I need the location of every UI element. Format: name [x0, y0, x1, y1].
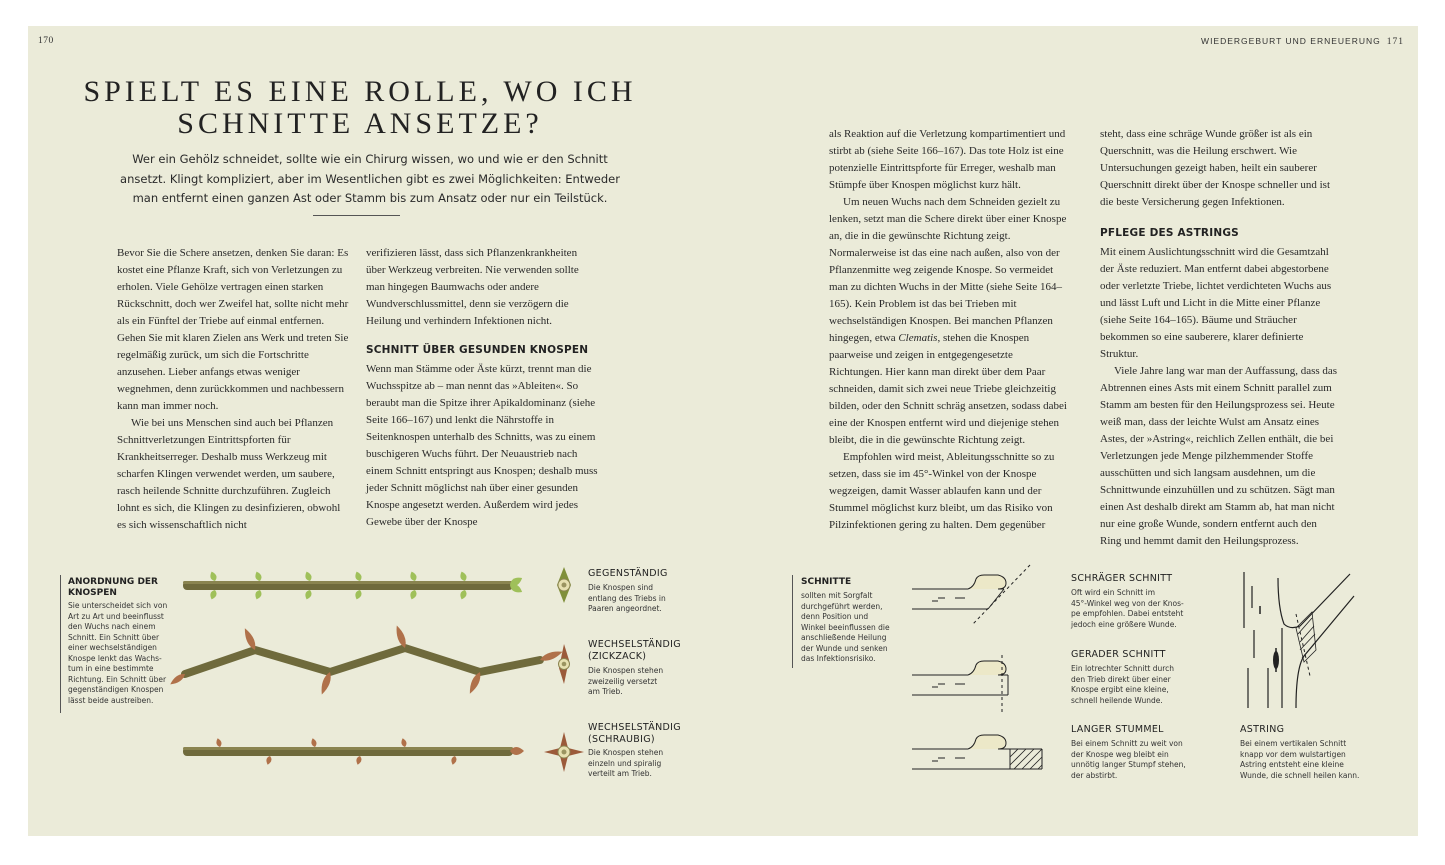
bud	[215, 738, 222, 748]
bud	[209, 571, 218, 582]
bud-type-label-line: (SCHRAUBIG)	[588, 734, 655, 745]
bud	[459, 589, 468, 600]
caption-line: Art zu Art und beeinflusst	[68, 611, 164, 621]
bud-icons	[552, 560, 576, 780]
caption-line: der abstirbt.	[1071, 770, 1118, 780]
caption-line: den Wuchs nach einem	[68, 622, 156, 631]
text-column-1	[117, 245, 349, 534]
paragraph: Wie bei uns Menschen sind auch bei Pflanzen Schnittverletzungen Eintrittspforten für Krankheitserreger. Deshalb muss Werkzeug mit scharfen Klingen verwendet werden, um saubere, rasch heilende Schnitte durchzuführen. Zugleich lohnt es sich, die Klingen zu desinfizieren, obwohl es sich wissenschaftlich nicht	[117, 417, 341, 531]
branch-collar-diagram	[1238, 568, 1358, 718]
bud	[304, 571, 313, 582]
caption-line: das Infektionsrisiko.	[801, 654, 876, 663]
text-column-3	[829, 126, 1069, 534]
bud	[304, 589, 313, 600]
caption-line: zweizeilig versetzt	[588, 676, 658, 686]
paragraph: steht, dass eine schräge Wunde größer ist als ein Querschnitt, was die Heilung erschwert. Wie Untersuchungen gezeigt haben, heilt ein sauberer Querschnitt direkt über der Knospe schneller und ist die beste Versicherung gegen Infektionen.	[1100, 128, 1331, 208]
text-column-2	[366, 245, 598, 531]
caption-line: Richtung. Ein Schnitt über	[68, 674, 167, 684]
caption-line: der Knospe weg bleibt ein	[1071, 749, 1169, 759]
cut-type-label: SCHRÄGER SCHNITT	[1071, 573, 1173, 584]
paragraph: verifizieren lässt, dass sich Pflanzenkrankheiten über Werkzeug verbreiten. Nie verwenden sollte man hingegen Baumwachs oder andere Wundverschlussmittel, denn sie verzögern die Heilung und verhindern Infektionen nicht.	[366, 247, 579, 327]
bud	[459, 571, 468, 582]
cut-type-label: ASTRING	[1240, 724, 1285, 735]
bud-type-label-line: WECHSELSTÄNDIG	[588, 722, 681, 733]
caption-line: einer wechselständigen	[68, 643, 157, 652]
caption-line: Astring entsteht eine kleine	[1240, 760, 1344, 769]
divider	[313, 215, 400, 216]
alternate-spiral-stem	[183, 738, 524, 766]
bud-type-label	[588, 639, 681, 663]
caption-line: Die Knospen sind	[588, 583, 654, 592]
bud	[209, 589, 218, 600]
caption-line: verteilt am Trieb.	[588, 769, 652, 778]
caption-line: einzeln und spiralig	[588, 758, 662, 768]
paragraph-part: Um neuen Wuchs nach dem Schneiden gezielt zu lenken, setzt man die Schere direkt über einer Knospe an, die in die gewünschte Richtung zeigt. Normalerweise ist das eine nach außen, also von der Pflanzenmitte weg zeigende Knospe. So vermeidet man zu dichten Wuchs in der Mitte (siehe Seite 164–165). Kein Problem ist das bei Trieben mit wechselständigen Knospen. Bei manchen Pflanzen hingegen, etwa	[829, 196, 1067, 344]
caption-line: 45°-Winkel weg von der Knos-	[1071, 598, 1184, 608]
caption-line: den Trieb direkt über einer	[1071, 674, 1171, 684]
bud	[409, 589, 418, 600]
bud	[354, 589, 363, 600]
caption-line: Knospe lenkt das Wachs-	[68, 653, 162, 663]
figure-title: SCHNITTE	[801, 577, 852, 587]
cut-type-caption	[1071, 664, 1174, 706]
article-intro: Wer ein Gehölz schneidet, sollte wie ein Chirurg wissen, wo und wie er den Schnitt ansetzt. Klingt kompliziert, aber im Wesentlichen gibt es zwei Möglichkeiten: Entweder man entfernt einen ganzen Ast oder Stamm bis zum Ansatz oder nur ein Teilstück.	[120, 152, 620, 205]
caption-line: Bei einem Schnitt zu weit von	[1071, 739, 1183, 748]
paragraph: Mit einem Auslichtungsschnitt wird die Gesamtzahl der Äste reduziert. Man entfernt dabei abgestorbene oder verletzte Triebe, lichtet verdichteten Wuchs aus und lässt Luft und Licht in die Mitte einer Pflanze (siehe Seite 164–165). Bäume und Sträucher bekommen so eine sauberere, klarer definierte Struktur.	[1100, 246, 1332, 360]
cut-type-caption	[1071, 588, 1184, 630]
section-heading: SCHNITT ÜBER GESUNDEN KNOSPEN	[366, 344, 589, 356]
stem	[185, 648, 540, 674]
caption-line: entlang des Triebs in	[588, 593, 666, 603]
opposite-bud-icon	[557, 567, 571, 603]
caption-line: Paaren angeordnet.	[588, 604, 662, 613]
figure-title	[68, 577, 158, 599]
opposite-buds-stem	[183, 571, 524, 601]
stem-highlight	[183, 581, 513, 584]
bud-type-label-line: WECHSELSTÄNDIG	[588, 639, 681, 650]
cut-diagrams	[912, 565, 1062, 775]
caption-line: knapp vor dem wulstartigen	[1240, 749, 1346, 759]
bud	[400, 738, 407, 748]
bud-type-label: GEGENSTÄNDIG	[588, 568, 668, 579]
caption-line: unnötig langer Stumpf stehen,	[1071, 760, 1186, 769]
straight-cut-diagram	[912, 655, 1008, 713]
figure-rule	[792, 575, 793, 668]
bud-arrangement-illustration	[180, 560, 600, 780]
bud	[310, 738, 317, 748]
bud-type-caption	[588, 583, 666, 615]
bud	[265, 755, 272, 765]
running-head	[1201, 36, 1404, 47]
section-heading: PFLEGE DES ASTRINGS	[1100, 227, 1239, 239]
caption-line: Sie unterscheidet sich von	[68, 601, 168, 610]
caption-line: pe empfohlen. Dabei entsteht	[1071, 609, 1184, 618]
page-number-left: 170	[38, 36, 54, 46]
caption-line: Winkel beeinflussen die	[801, 622, 890, 632]
caption-line: Die Knospen stehen	[588, 666, 664, 675]
alternate-zigzag-stem	[169, 624, 564, 695]
text-column-4	[1100, 126, 1340, 550]
caption-line: lässt beide austreiben.	[68, 695, 154, 705]
zigzag-bud-icon	[559, 644, 570, 684]
bud-type-caption	[588, 748, 663, 780]
caption-line: schnell heilende Wunde.	[1071, 695, 1163, 705]
paragraph-part: , stehen die Knospen paarweise und zeigen in entgegengesetzte Richtungen. Hier kann man direkt über dem Paar schneiden, damit sich zwei neue Triebe gleichzeitig bilden, oder den Schnitt schräg ansetzen, sodass dabei eine der Knospen entfernt wird und diejenige stehen bleibt, die in die gewünschte Richtung zeigt.	[829, 332, 1067, 446]
long-stub-diagram	[912, 735, 1042, 769]
figure-caption	[68, 601, 178, 706]
caption-line: am Trieb.	[588, 687, 623, 696]
caption-line: tum in eine bestimmte	[68, 664, 154, 673]
caption-line: sollten mit Sorgfalt	[801, 591, 873, 600]
caption-line: gegenständigen Knospen	[68, 685, 164, 694]
bud-type-caption	[588, 666, 663, 698]
paragraph: Empfohlen wird meist, Ableitungsschnitte so zu setzen, dass sie im 45°-Winkel von der Knospe wegzeigen, damit Wasser ablaufen kann und der Stummel möglichst kurz bleibt, um das Risiko von Pilzinfektionen gering zu halten. Dem gegenüber	[829, 451, 1055, 531]
article-title: SPIELT ES EINE ROLLE, WO ICH SCHNITTE ANSETZE?	[83, 75, 637, 140]
paragraph: als Reaktion auf die Verletzung kompartimentiert und stirbt ab (siehe Seite 166–167). Das tote Holz ist eine potenzielle Eintrittspforte für Erreger, weshalb man Stümpfe über Knospen möglichst kurz hält.	[829, 128, 1066, 191]
caption-line: der Wunde und senken	[801, 643, 888, 653]
cut-type-label: GERADER SCHNITT	[1071, 649, 1166, 660]
figure-title-line: KNOSPEN	[68, 588, 117, 598]
caption-line: Bei einem vertikalen Schnitt	[1240, 739, 1347, 748]
caption-line: denn Position und	[801, 612, 869, 621]
caption-line: jedoch eine größere Wunde.	[1071, 619, 1177, 629]
figure-caption	[801, 591, 911, 665]
stem-highlight	[183, 747, 513, 750]
paragraph: Viele Jahre lang war man der Auffassung, dass das Abtrennen eines Asts mit einem Schnitt parallel zum Stamm am besten für den Heilungsprozess sei. Heute weiß man, dass der leichte Wulst am Ansatz eines Astes, der »Astring«, reichlich Zellen enthält, die bei Verletzungen jede Menge pilzhemmender Stoffe ausschütten und sich langsam ausdehnen, um die Schnittwunde einzuhüllen und zu schützen. Sägt man einen Ast deshalb direkt am Stamm ab, hat man nicht nur eine große Wunde, sondern entfernt auch den Ring und hemmt damit den Heilungsprozess.	[1100, 365, 1338, 547]
paragraph	[829, 194, 1069, 449]
bud	[354, 571, 363, 582]
bud	[409, 571, 418, 582]
figure-rule	[60, 575, 61, 713]
cut-type-caption	[1071, 739, 1186, 781]
caption-line: Wunde, die schnell heilen kann.	[1240, 770, 1360, 780]
plant-name: Clematis	[898, 332, 938, 344]
bud	[254, 571, 263, 582]
caption-line: Oft wird ein Schnitt im	[1071, 588, 1156, 597]
caption-line: Schnitt. Ein Schnitt über	[68, 632, 160, 642]
caption-line: anschließende Heilung	[801, 633, 887, 642]
bud	[355, 755, 362, 765]
bud	[254, 589, 263, 600]
slanted-cut-diagram	[912, 565, 1030, 625]
bud-type-label	[588, 722, 681, 746]
bud-type-label-line: (ZICKZACK)	[588, 651, 647, 662]
cut-type-label: LANGER STUMMEL	[1071, 724, 1164, 735]
bud	[450, 755, 457, 765]
cut-type-caption	[1240, 739, 1359, 781]
paragraph: Bevor Sie die Schere ansetzen, denken Sie daran: Es kostet eine Pflanze Kraft, sich von Verletzungen zu erholen. Viele Gehölze vertragen einen starken Rückschnitt, doch wer Zweifel hat, sollte nicht mehr als ein Fünftel der Triebe auf einmal entfernen. Gehen Sie mit klaren Zielen ans Werk und treten Sie regelmäßig zurück, um sich die Fortschritte anzusehen. Lieber anfangs etwas weniger wegnehmen, denn zurückkommen und nachbessern kann man immer noch.	[117, 247, 349, 412]
page-number-right: 171	[1386, 37, 1404, 47]
caption-line: Ein lotrechter Schnitt durch	[1071, 664, 1175, 673]
caption-line: Die Knospen stehen	[588, 748, 664, 757]
caption-line: Knospe ergibt eine kleine,	[1071, 685, 1169, 694]
running-head-text: WIEDERGEBURT UND ERNEUERUNG	[1201, 36, 1381, 46]
figure-title-line: ANORDNUNG DER	[68, 577, 158, 587]
caption-line: durchgeführt werden,	[801, 601, 883, 611]
paragraph: Wenn man Stämme oder Äste kürzt, trennt man die Wuchsspitze ab – man nennt das »Ableiten«. So beraubt man die Spitze ihrer Apikaldominanz (siehe Seite 166–167) und lenkt die Nährstoffe in Seitenknospen unterhalb des Schnitts, was zu einem buschigeren Wuchs führt. Der Neuaustrieb nach einem Schnitt entspringt aus Knospen; deshalb muss jeder Schnitt möglichst nah über einer gesunden Knospe angesetzt werden. Außerdem wird jedes Gewebe über der Knospe	[366, 363, 598, 528]
